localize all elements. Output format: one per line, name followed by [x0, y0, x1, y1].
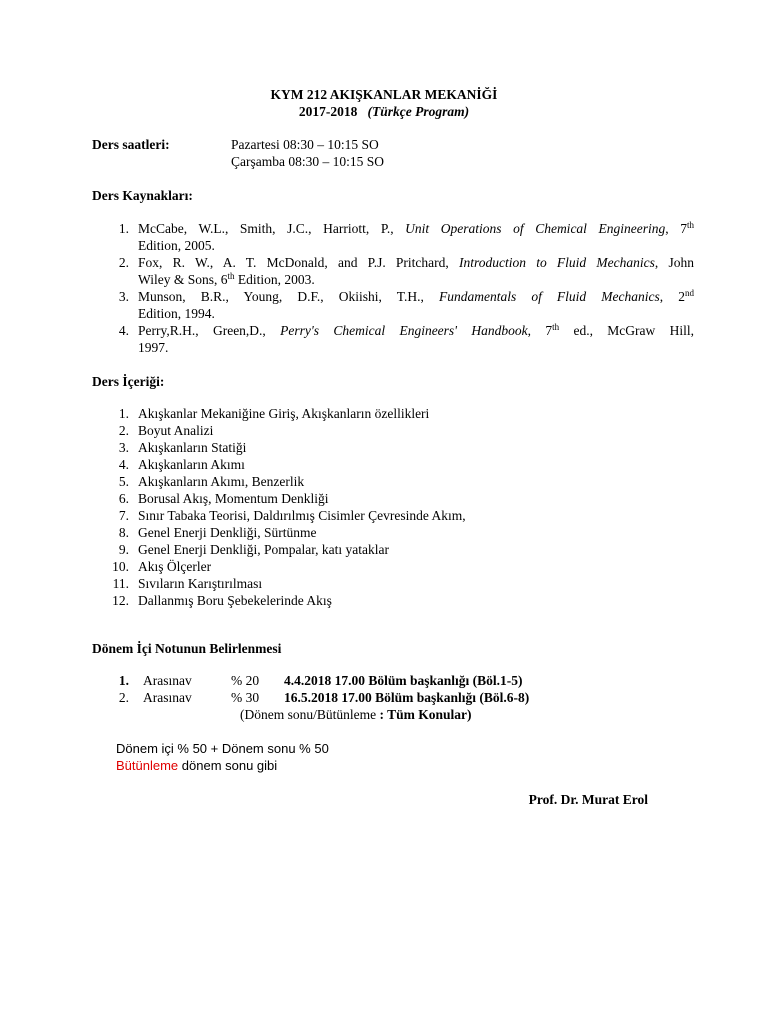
book-title: Perry's Chemical Engineers' Handbook [280, 323, 528, 338]
source-item-1-cont: Edition, 2005. [138, 238, 215, 253]
source-item-2: Fox, R. W., A. T. McDonald, and P.J. Pritchard, Introduction to Fluid Mechanics, John [138, 255, 694, 270]
source-item-3-cont: Edition, 1994. [138, 306, 215, 321]
content-item-number: 10. [112, 559, 129, 574]
content-item-number: 7. [118, 508, 129, 523]
content-item: Dallanmış Boru Şebekelerinde Akış [138, 593, 332, 608]
final-exam-note: (Dönem sonu/Bütünleme : Tüm Konular) [240, 707, 472, 722]
exam-detail: 4.4.2018 17.00 Bölüm başkanlığı (Böl.1-5) [284, 673, 523, 688]
content-item-number: 8. [118, 525, 129, 540]
content-item-number: 4. [118, 457, 129, 472]
content-item: Akış Ölçerler [138, 559, 212, 574]
grading-label: Dönem İçi Notunun Belirlenmesi [92, 641, 282, 656]
signature: Prof. Dr. Murat Erol [528, 792, 648, 807]
content-item: Akışkanların Akımı, Benzerlik [138, 474, 305, 489]
content-item-number: 2. [118, 423, 129, 438]
grade-formula: Dönem içi % 50 + Dönem sonu % 50 [116, 741, 329, 756]
content-item: Akışkanların Akımı [138, 457, 245, 472]
course-title: KYM 212 AKIŞKANLAR MEKANİĞİ [270, 87, 498, 102]
exam-name: Arasınav [143, 690, 192, 705]
content-item-number: 6. [118, 491, 129, 506]
sources-label: Ders Kaynakları: [92, 188, 193, 203]
content-item-number: 1. [118, 406, 129, 421]
source-item-2-cont: Wiley & Sons, 6th Edition, 2003. [138, 271, 315, 287]
content-item: Genel Enerji Denkliği, Sürtünme [138, 525, 317, 540]
hours-label: Ders saatleri: [92, 137, 170, 152]
content-item-number: 12. [112, 593, 129, 608]
content-item: Genel Enerji Denkliği, Pompalar, katı yataklar [138, 542, 390, 557]
book-title: Introduction to Fluid Mechanics [459, 255, 655, 270]
source-item-3: Munson, B.R., Young, D.F., Okiishi, T.H., Fundamentals of Fluid Mechanics, 2nd [138, 288, 694, 304]
content-item-number: 3. [118, 440, 129, 455]
exam-detail: 16.5.2018 17.00 Bölüm başkanlığı (Böl.6-8) [284, 690, 530, 705]
exam-percent: % 30 [231, 690, 260, 705]
source-item-4-cont: 1997. [138, 340, 169, 355]
content-item-number: 11. [112, 576, 129, 591]
course-year: 2017-2018 [298, 104, 358, 119]
content-item: Borusal Akış, Momentum Denkliği [138, 491, 329, 506]
content-item-number: 5. [118, 474, 129, 489]
course-year-line [0, 103, 768, 120]
source-number: 2. [118, 255, 129, 270]
content-label: Ders İçeriği: [92, 374, 165, 389]
content-item: Akışkanların Statiği [138, 440, 247, 455]
hours-line-1: Pazartesi 08:30 – 10:15 SO [231, 137, 379, 152]
course-program: (Türkçe Program) [367, 104, 470, 119]
book-title: Fundamentals of Fluid Mechanics [438, 289, 660, 304]
source-item-1: McCabe, W.L., Smith, J.C., Harriott, P., Unit Operations of Chemical Engineering, 7th [138, 220, 694, 236]
exam-percent: % 20 [231, 673, 260, 688]
makeup-highlight: Bütünleme [116, 758, 179, 773]
exam-name: Arasınav [143, 673, 192, 688]
source-number: 4. [118, 323, 129, 338]
content-item: Sıvıların Karıştırılması [138, 576, 263, 591]
book-title: Unit Operations of Chemical Engineering [405, 221, 666, 236]
content-item: Akışkanlar Mekaniğine Giriş, Akışkanların özellikleri [138, 406, 430, 421]
exam-number: 1. [118, 673, 129, 688]
exam-number: 2. [118, 690, 129, 705]
source-item-4: Perry,R.H., Green,D., Perry's Chemical Engineers' Handbook, 7th ed., McGraw Hill, [138, 322, 695, 338]
content-item: Sınır Tabaka Teorisi, Daldırılmış Cisimler Çevresinde Akım, [138, 508, 466, 523]
makeup-note: Bütünleme dönem sonu gibi [116, 758, 278, 773]
source-number: 1. [118, 221, 129, 236]
source-number: 3. [118, 289, 129, 304]
content-item-number: 9. [118, 542, 129, 557]
content-item: Boyut Analizi [138, 423, 214, 438]
hours-line-2: Çarşamba 08:30 – 10:15 SO [231, 154, 384, 169]
